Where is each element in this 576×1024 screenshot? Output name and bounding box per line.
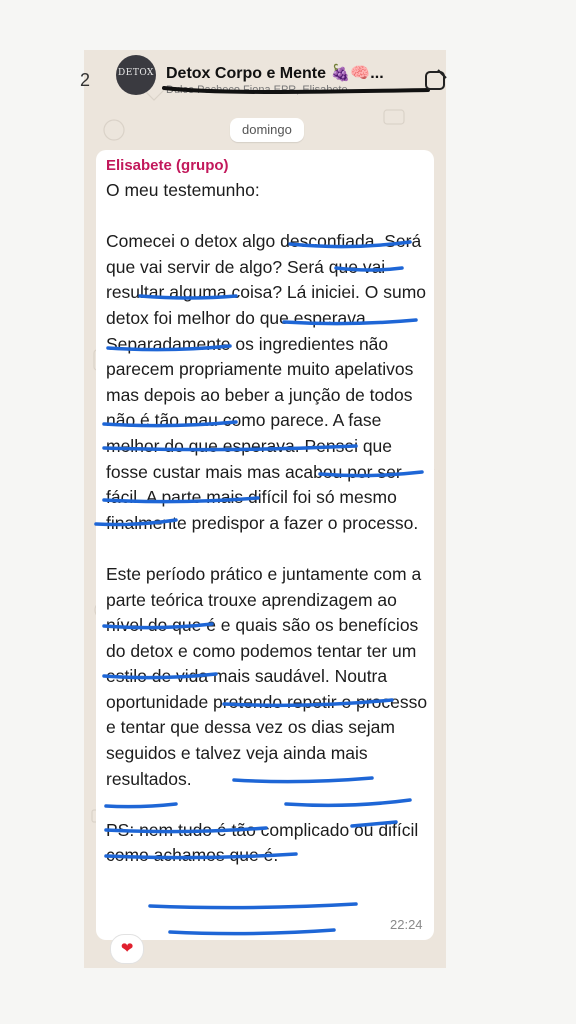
message-time: 22:24 — [390, 917, 423, 932]
heart-reaction-icon[interactable]: ❤ — [110, 934, 144, 964]
scribble-over-members — [160, 78, 435, 98]
day-separator: domingo — [230, 118, 304, 142]
message-sender[interactable]: Elisabete (grupo) — [106, 157, 229, 174]
message-text: O meu testemunho: Comecei o detox algo desconfiada. Será que vai servir de algo? Será que vai resultar alguma coisa? Lá iniciei. O sumo detox foi melhor do que esperava. Separadamente os ingredientes não parecem propriamente muito apelativos mas depois ao beber a junção de todos não é tão mau como parece. A fase melhor do que esperava. Pensei que fosse custar mais mas acabou por ser fácil. A parte mais difícil foi só mesmo finalmente predispor a fazer o processo. Este período prático e juntamente com a parte teórica trouxe aprendizagem ao nível do que é e quais são os benefícios do detox e como podemos tentar ter um estilo de vida mais saudável. Noutra oportunidade pretendo repetir o processo e tentar que dessa vez os dias sejam seguidos e talvez veja ainda mais resultados. PS: nem tudo é tão complicado ou difícil como achamos que é. — [106, 180, 428, 866]
avatar-label: DETOX — [118, 68, 154, 78]
unread-count[interactable]: 2 — [80, 70, 91, 90]
group-title[interactable]: Detox Corpo e Mente 🍇🧠... — [166, 65, 384, 82]
group-avatar[interactable] — [116, 55, 156, 95]
group-members: Dulce Pacheco Fiona EPR, Elisabete... — [166, 84, 357, 96]
new-message-icon[interactable] — [424, 69, 448, 91]
